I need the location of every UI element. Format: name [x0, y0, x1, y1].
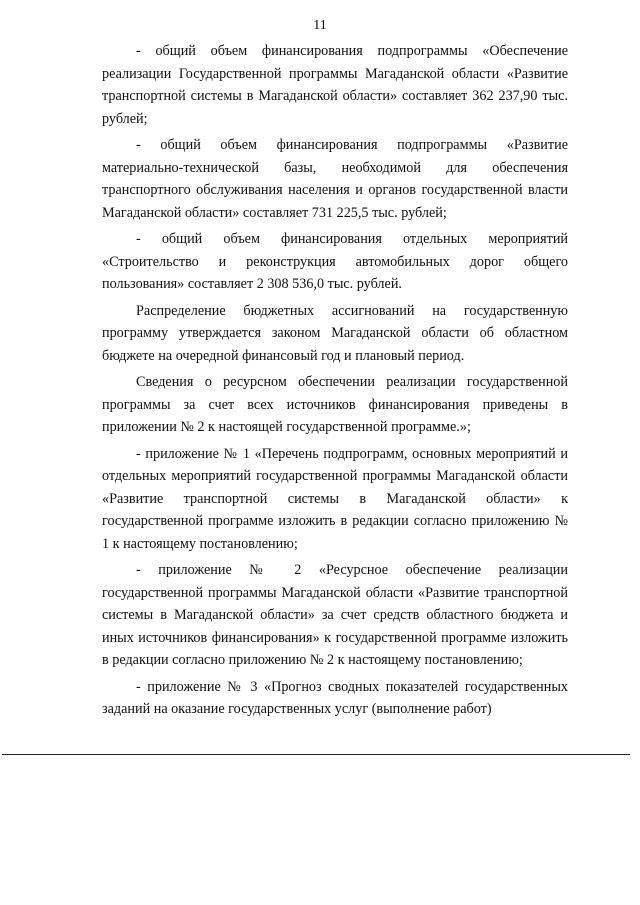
document-body [102, 40, 568, 721]
paragraph-resource-provision-info: Сведения о ресурсном обеспечении реализации государственной программы за счет всех источников финансирования приведены в приложении № 2 к настоящей государственной программе.»; [102, 374, 568, 435]
paragraph-appendix-1: - приложение № 1 «Перечень подпрограмм, основных мероприятий и отдельных мероприятий государственной программы Магаданской области «Развитие транспортной системы в Магаданской области» к государственной программе изложить в редакции согласно приложению № 1 к настоящему постановлению; [102, 445, 568, 552]
paragraph-road-construction-funding: - общий объем финансирования отдельных мероприятий «Строительство и реконструкция автомобильных дорог общего пользования» составляет 2 308 536,0 тыс. рублей. [102, 231, 568, 292]
paragraph-subprogram-material-base-funding: - общий объем финансирования подпрограммы «Развитие материально-технической базы, необходимой для обеспечения транспортного обслуживания населения и органов государственной власти Магаданской области» составляет 731 225,5 тыс. рублей; [102, 137, 568, 221]
paragraph-appendix-3: - приложение № 3 «Прогноз сводных показателей государственных заданий на оказание государственных услуг (выполнение работ) [102, 678, 568, 717]
page-divider-line [2, 754, 630, 755]
paragraph-appendix-2: - приложение № 2 «Ресурсное обеспечение реализации государственной программы Магаданской области «Развитие транспортной системы в Магаданской области» за счет средств областного бюджета и иных источников финансирования» к государственной программе изложить в редакции согласно приложению № 2 к настоящему постановлению; [102, 562, 568, 668]
page-number: 11 [313, 18, 327, 33]
paragraph-subprogram-support-funding: - общий объем финансирования подпрограммы «Обеспечение реализации Государственной программы Магаданской области «Развитие транспортной системы в Магаданской области» составляет 362 237,90 тыс. рублей; [102, 43, 568, 127]
paragraph-budget-distribution: Распределение бюджетных ассигнований на государственную программу утверждается законом Магаданской области об областном бюджете на очередной финансовый год и плановый период. [102, 302, 568, 364]
